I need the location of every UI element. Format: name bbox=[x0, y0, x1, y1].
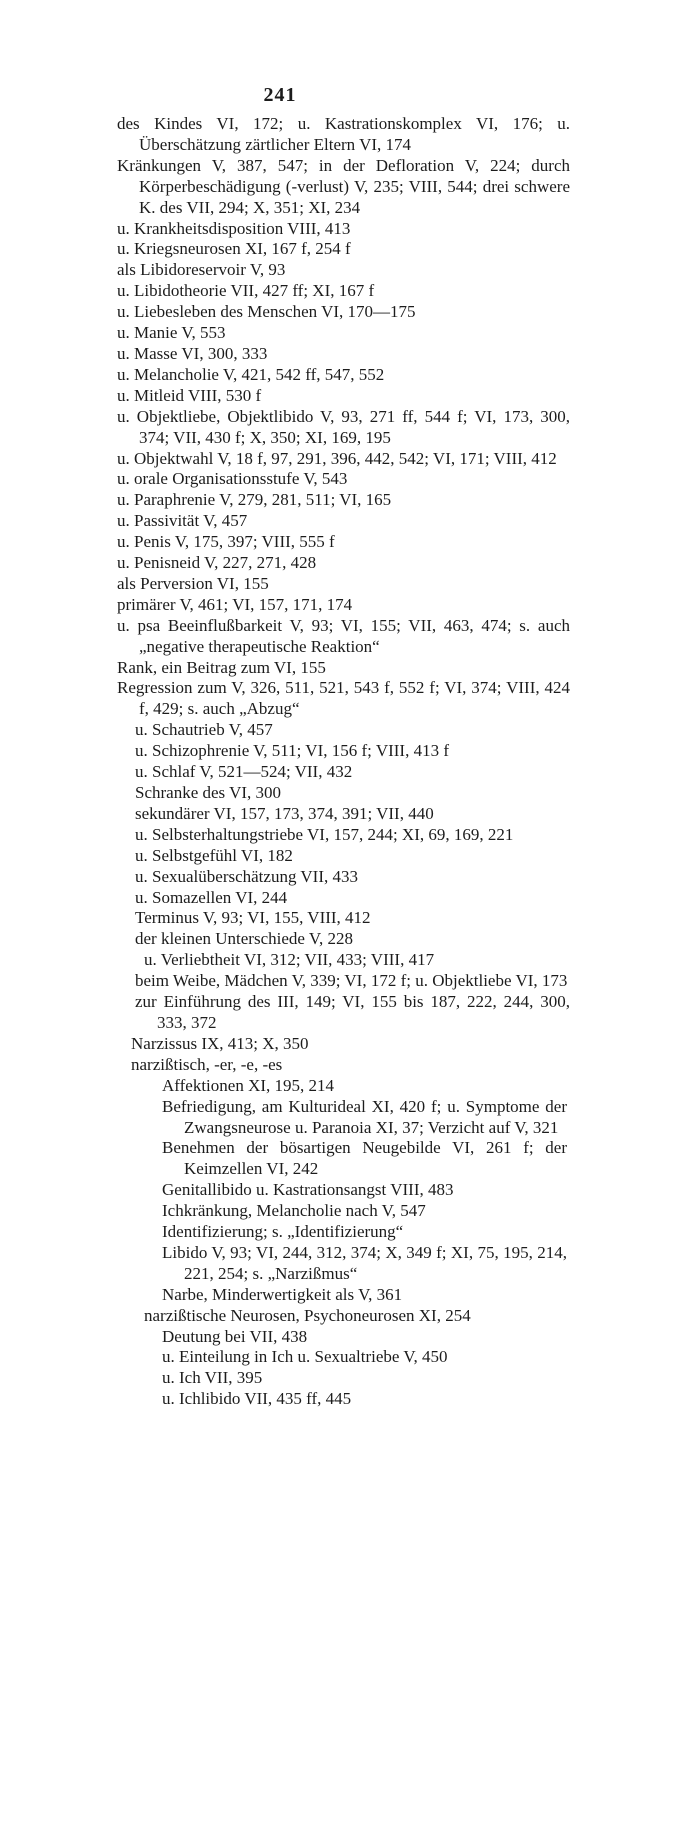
index-entry: Narbe, Minderwertigkeit als V, 361 bbox=[162, 1284, 403, 1304]
index-entry: Terminus V, 93; VI, 155, VIII, 412 bbox=[135, 908, 371, 928]
index-entry: als Libidoreservoir V, 93 bbox=[117, 260, 286, 280]
index-entry: u. Liebesleben des Menschen VI, 170—175 bbox=[117, 302, 416, 322]
index-entry: Kränkungen V, 387, 547; in der Defloration V, 224; durch Körperbeschädigung (-verlust) V, 235; VIII, 544; drei schwere K. des VII, 294; X, 351; XI, 234 bbox=[117, 155, 570, 217]
index-entry: als Perversion VI, 155 bbox=[117, 573, 269, 593]
index-entry: u. Objektliebe, Objektlibido V, 93, 271 ff, 544 f; VI, 173, 300, 374; VII, 430 f; X, 350; XI, 169, 195 bbox=[117, 406, 570, 447]
index-entry: Identifizierung; s. „Identifizierung“ bbox=[162, 1222, 404, 1242]
index-entry: narzißtische Neurosen, Psychoneurosen XI, 254 bbox=[144, 1305, 471, 1325]
index-entry: u. Selbstgefühl VI, 182 bbox=[135, 845, 293, 865]
index-entry: Rank, ein Beitrag zum VI, 155 bbox=[117, 657, 326, 677]
index-entry: narzißtisch, -er, -e, -es bbox=[131, 1054, 283, 1074]
index-entry: Benehmen der bösartigen Neugebilde VI, 261 f; der Keimzellen VI, 242 bbox=[162, 1138, 567, 1179]
index-entry: u. Penisneid V, 227, 271, 428 bbox=[117, 553, 317, 573]
index-entry: u. Ichlibido VII, 435 ff, 445 bbox=[162, 1389, 352, 1409]
index-entry: u. orale Organisationsstufe V, 543 bbox=[117, 469, 348, 489]
index-entry: Befriedigung, am Kulturideal XI, 420 f; u. Symptome der Zwangsneurose u. Paranoia XI, 37; Verzicht auf V, 321 bbox=[162, 1096, 567, 1137]
index-entry: Genitallibido u. Kastrationsangst VIII, 483 bbox=[162, 1180, 454, 1200]
index-entry: Schranke des VI, 300 bbox=[135, 783, 282, 802]
index-entry: Regression zum V, 326, 511, 521, 543 f, 552 f; VI, 374; VIII, 424 f, 429; s. auch „Abzug“ bbox=[117, 678, 570, 719]
index-entry: u. Libidotheorie VII, 427 ff; XI, 167 f bbox=[117, 281, 375, 301]
index-entry: Narzissus IX, 413; X, 350 bbox=[131, 1033, 309, 1053]
index-entry: u. psa Beeinflußbarkeit V, 93; VI, 155; VII, 463, 474; s. auch „negative therapeutische Reaktion“ bbox=[117, 615, 570, 656]
index-entry: u. Objektwahl V, 18 f, 97, 291, 396, 442, 542; VI, 171; VIII, 412 bbox=[117, 448, 557, 468]
index-entry: beim Weibe, Mädchen V, 339; VI, 172 f; u. Objektliebe VI, 173 bbox=[135, 971, 568, 991]
index-entry: sekundärer VI, 157, 173, 374, 391; VII, 440 bbox=[135, 803, 434, 823]
index-entry: der kleinen Unterschiede V, 228 bbox=[135, 929, 353, 949]
index-entry: u. Krankheitsdisposition VIII, 413 bbox=[117, 218, 351, 238]
index-entry: u. Einteilung in Ich u. Sexualtriebe V, 450 bbox=[162, 1347, 448, 1367]
index-entry: Affektionen XI, 195, 214 bbox=[162, 1075, 335, 1095]
index-entries bbox=[0, 114, 697, 1410]
index-entry: zur Einführung des III, 149; VI, 155 bis 187, 222, 244, 300, 333, 372 bbox=[135, 992, 570, 1032]
index-entry: u. Verliebtheit VI, 312; VII, 433; VIII, 417 bbox=[144, 950, 435, 970]
index-entry: u. Schlaf V, 521—524; VII, 432 bbox=[135, 762, 353, 782]
index-entry: u. Passivität V, 457 bbox=[117, 511, 248, 531]
index-entry: u. Schizophrenie V, 511; VI, 156 f; VIII, 413 f bbox=[135, 741, 449, 761]
index-entry: u. Melancholie V, 421, 542 ff, 547, 552 bbox=[117, 364, 385, 384]
index-entry: primärer V, 461; VI, 157, 171, 174 bbox=[117, 594, 353, 614]
index-entry: u. Schautrieb V, 457 bbox=[135, 720, 273, 740]
index-entry: u. Kriegsneurosen XI, 167 f, 254 f bbox=[117, 239, 351, 259]
index-entry: u. Sexualüberschätzung VII, 433 bbox=[135, 866, 358, 886]
index-entry: u. Paraphrenie V, 279, 281, 511; VI, 165 bbox=[117, 490, 392, 510]
page-number: 241 bbox=[263, 84, 297, 106]
index-entry: des Kindes VI, 172; u. Kastrationskomplex VI, 176; u. Überschätzung zärtlicher Eltern VI, 174 bbox=[117, 114, 570, 154]
index-entry: u. Somazellen VI, 244 bbox=[135, 887, 288, 907]
index-entry: u. Penis V, 175, 397; VIII, 555 f bbox=[117, 532, 335, 552]
index-entry: u. Masse VI, 300, 333 bbox=[117, 343, 268, 363]
index-entry: Ichkränkung, Melancholie nach V, 547 bbox=[162, 1201, 426, 1221]
index-entry: u. Selbsterhaltungstriebe VI, 157, 244; XI, 69, 169, 221 bbox=[135, 824, 514, 844]
index-entry: u. Mitleid VIII, 530 f bbox=[117, 385, 262, 405]
index-entry: u. Manie V, 553 bbox=[117, 323, 226, 343]
index-entry: Deutung bei VII, 438 bbox=[162, 1326, 308, 1346]
index-entry: u. Ich VII, 395 bbox=[162, 1368, 263, 1388]
index-entry: Libido V, 93; VI, 244, 312, 374; X, 349 f; XI, 75, 195, 214, 221, 254; s. „Narzißmus“ bbox=[162, 1242, 567, 1283]
